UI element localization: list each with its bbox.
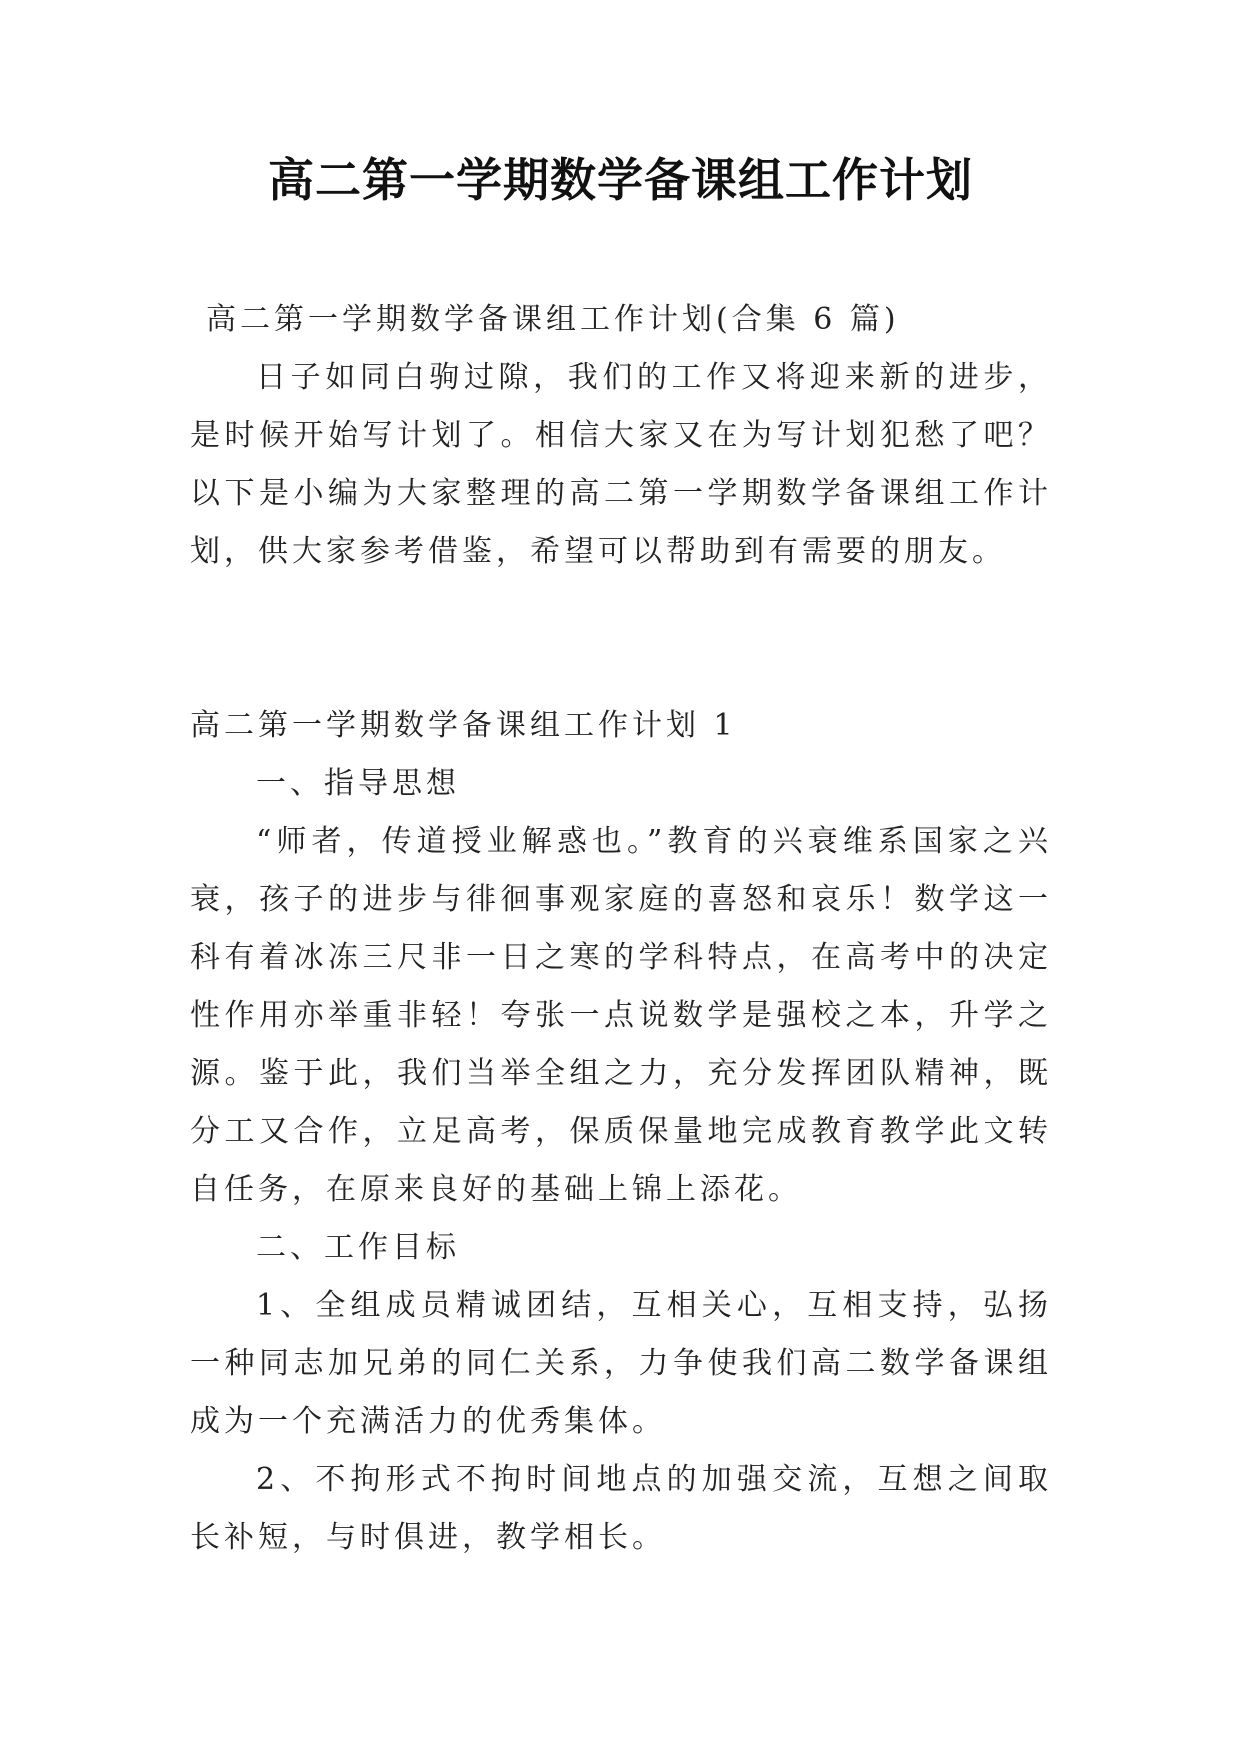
section-1	[190, 697, 1052, 1567]
section-1-heading: 高二第一学期数学备课组工作计划 1	[190, 708, 737, 743]
part-1-heading: 一、指导思想	[256, 766, 460, 801]
intro-paragraph: 日子如同白驹过隙，我们的工作又将迎来新的进步，是时候开始写计划了。相信大家又在为写计划犯愁了吧？以下是小编为大家整理的高二第一学期数学备课组工作计划，供大家参考借鉴，希望可以帮助到有需要的朋友。	[190, 360, 1052, 569]
intro-block	[190, 291, 1052, 581]
goal-2-paragraph: 2、不拘形式不拘时间地点的加强交流，互想之间取长补短，与时俱进，教学相长。	[190, 1462, 1052, 1555]
part-2-heading: 二、工作目标	[256, 1230, 460, 1265]
document-title: 高二第一学期数学备课组工作计划	[268, 153, 973, 207]
goal-1-paragraph: 1、全组成员精诚团结，互相关心，互相支持，弘扬一种同志加兄弟的同仁关系，力争使我们高二数学备课组成为一个充满活力的优秀集体。	[190, 1288, 1052, 1439]
part-1-body: “师者，传道授业解惑也。”教育的兴衰维系国家之兴衰，孩子的进步与徘徊事观家庭的喜怒和哀乐！数学这一科有着冰冻三尺非一日之寒的学科特点，在高考中的决定性作用亦举重非轻！夸张一点说数学是强校之本，升学之源。鉴于此，我们当举全组之力，充分发挥团队精神，既分工又合作，立足高考，保质保量地完成教育教学此文转自任务，在原来良好的基础上锦上添花。	[190, 824, 1052, 1207]
document-subtitle: 高二第一学期数学备课组工作计划(合集 6 篇)	[206, 302, 900, 337]
